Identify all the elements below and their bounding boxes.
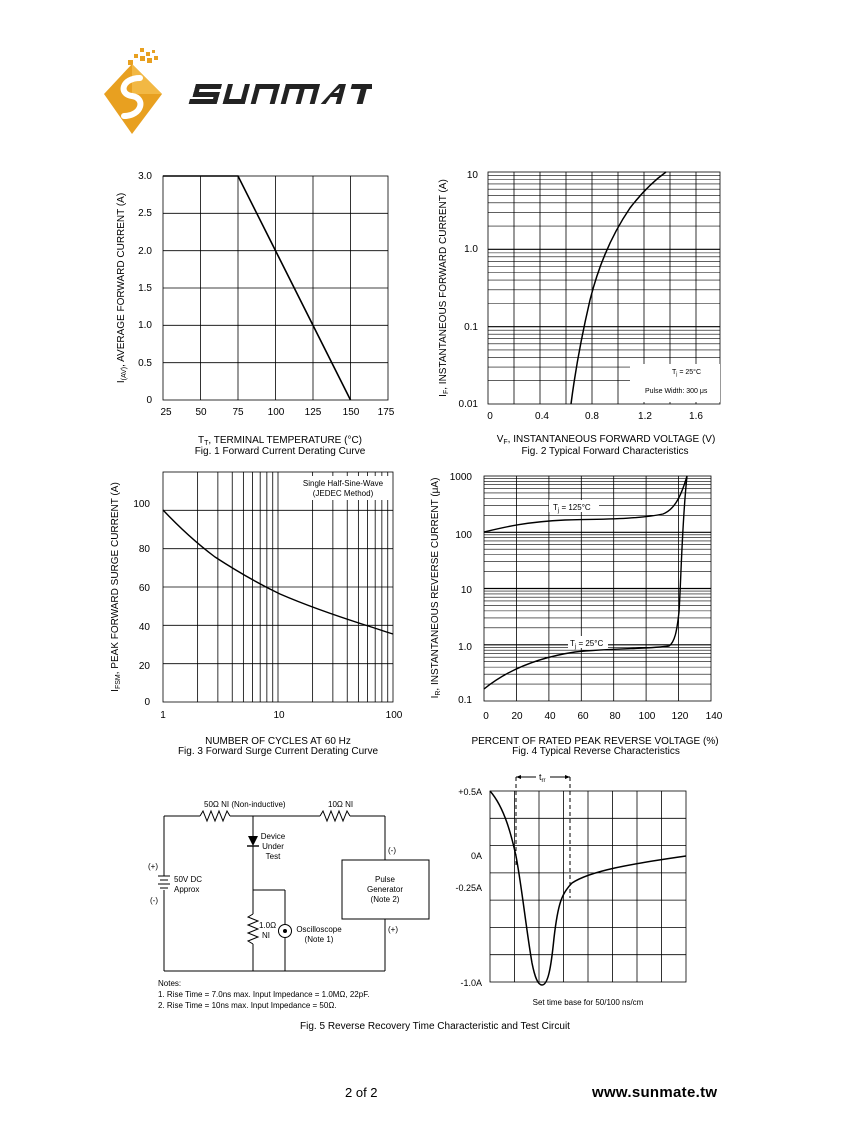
fig2-note-pulse: Pulse Width: 300 μs bbox=[645, 388, 708, 395]
r3-label: 1.0Ω bbox=[259, 921, 277, 930]
fig5-caption: Fig. 5 Reverse Recovery Time Characteristic and Test Circuit bbox=[300, 1021, 570, 1032]
fig2-ylabel: $I_F$, INSTANTANEOUS FORWARD CURRENT (A) bbox=[438, 179, 450, 397]
fig4-label-25c: $T_j = 25^\circ C$ bbox=[570, 639, 604, 650]
dut-label: Under bbox=[262, 842, 284, 851]
fig4-xtick: 0 bbox=[483, 711, 489, 722]
fig1-xtick: 75 bbox=[232, 407, 244, 418]
fig3-ytick: 100 bbox=[133, 499, 150, 510]
scope-label: Oscilloscope bbox=[296, 925, 342, 934]
fig1-xtick: 100 bbox=[267, 407, 285, 418]
fig1-ytick: 2.0 bbox=[138, 246, 152, 257]
fig1-ytick: 1.5 bbox=[138, 283, 152, 294]
fig1-xtick: 125 bbox=[304, 407, 322, 418]
fig4-ytick: 0.1 bbox=[458, 695, 472, 706]
notes-title: Notes: bbox=[158, 979, 182, 988]
fig2-ytick: 0.1 bbox=[464, 322, 478, 333]
src-label: 50V DC bbox=[174, 875, 203, 884]
src-label: Approx bbox=[174, 885, 200, 894]
fig4-xtick: 40 bbox=[544, 711, 556, 722]
fig3-chart bbox=[100, 462, 420, 762]
fig2-ytick: 0.01 bbox=[458, 399, 478, 410]
fig2-xtick: 1.6 bbox=[689, 411, 703, 422]
fig1-ytick: 0 bbox=[146, 395, 152, 406]
trr-label: $t_{rr}$ bbox=[539, 772, 546, 784]
wave-ytick: -1.0A bbox=[460, 978, 482, 988]
fig3-note-line2: (JEDEC Method) bbox=[312, 489, 374, 498]
r3-label: NI bbox=[262, 931, 270, 940]
fig2-note-temp: $T_j = 25^\circ C$ bbox=[672, 369, 702, 378]
fig2-xtick: 1.2 bbox=[638, 411, 652, 422]
fig4-xtick: 100 bbox=[638, 711, 656, 722]
r2-label: 10Ω NI bbox=[328, 800, 354, 809]
page-number: 2 of 2 bbox=[345, 1085, 378, 1100]
src-minus: (-) bbox=[150, 896, 158, 905]
fig4-caption: Fig. 4 Typical Reverse Characteristics bbox=[512, 746, 680, 757]
fig5-circuit bbox=[140, 790, 440, 1020]
fig1-ylabel: $I_{(AV)}$, AVERAGE FORWARD CURRENT (A) bbox=[116, 192, 128, 384]
fig4-xlabel: PERCENT OF RATED PEAK REVERSE VOLTAGE (%) bbox=[471, 736, 719, 747]
fig4-xtick: 80 bbox=[609, 711, 621, 722]
fig3-ytick: 0 bbox=[144, 697, 150, 708]
wave-note: Set time base for 50/100 ns/cm bbox=[532, 998, 644, 1007]
fig3-ytick: 20 bbox=[138, 661, 150, 672]
fig1-ytick: 3.0 bbox=[138, 171, 152, 182]
fig1-ytick: 2.5 bbox=[138, 208, 152, 219]
fig1-xtick: 25 bbox=[160, 407, 172, 418]
gen-label: Pulse bbox=[374, 875, 396, 884]
fig5-waveform bbox=[450, 768, 700, 1018]
fig1-chart bbox=[100, 160, 420, 460]
website-link[interactable]: www.sunmate.tw bbox=[592, 1084, 718, 1101]
fig1-xtick: 175 bbox=[377, 407, 395, 418]
brand-logo bbox=[102, 46, 372, 136]
fig4-ylabel: $I_R$, INSTANTANEOUS REVERSE CURRENT (μA) bbox=[430, 477, 442, 699]
fig4-label-125c: $T_j = 125^\circ C$ bbox=[553, 503, 591, 514]
gen-label: Generator bbox=[366, 885, 404, 894]
fig4-xtick: 120 bbox=[671, 711, 689, 722]
fig2-chart bbox=[430, 160, 750, 460]
fig1-caption: Fig. 1 Forward Current Derating Curve bbox=[194, 446, 366, 457]
fig3-note-line1: Single Half-Sine-Wave bbox=[302, 479, 384, 488]
gen-minus: (-) bbox=[388, 846, 396, 855]
fig2-ytick: 10 bbox=[466, 170, 478, 181]
fig3-caption: Fig. 3 Forward Surge Current Derating Curve bbox=[177, 746, 379, 757]
fig3-xtick: 100 bbox=[385, 710, 403, 721]
fig2-caption: Fig. 2 Typical Forward Characteristics bbox=[521, 446, 689, 457]
fig4-xtick: 20 bbox=[511, 711, 523, 722]
fig1-xtick: 50 bbox=[195, 407, 207, 418]
fig3-xlabel: NUMBER OF CYCLES AT 60 Hz bbox=[205, 736, 351, 747]
fig3-xtick: 10 bbox=[273, 710, 285, 721]
fig1-ytick: 1.0 bbox=[138, 320, 152, 331]
fig3-ylabel: $I_{FSM}$, PEAK FORWARD SURGE CURRENT (A) bbox=[110, 482, 122, 692]
fig2-xtick: 0.4 bbox=[535, 411, 549, 422]
fig2-xtick: 0.8 bbox=[585, 411, 599, 422]
wave-ytick: -0.25A bbox=[455, 883, 482, 893]
dut-label: Test bbox=[265, 852, 281, 861]
src-plus: (+) bbox=[148, 862, 158, 871]
fig3-ytick: 80 bbox=[138, 544, 150, 555]
fig1-ytick: 0.5 bbox=[138, 358, 152, 369]
dut-label: Device bbox=[260, 832, 286, 841]
fig4-ytick: 1000 bbox=[449, 472, 472, 483]
fig3-xtick: 1 bbox=[160, 710, 166, 721]
fig4-ytick: 10 bbox=[460, 585, 472, 596]
note-1: 1. Rise Time = 7.0ns max. Input Impedance = 1.0MΩ, 22pF. bbox=[158, 990, 370, 999]
wave-ytick: 0A bbox=[470, 851, 482, 861]
fig4-xtick: 60 bbox=[577, 711, 589, 722]
fig1-xlabel: $T_T$, TERMINAL TEMPERATURE (°C) bbox=[197, 435, 363, 447]
fig4-ytick: 1.0 bbox=[458, 642, 472, 653]
fig4-xtick: 140 bbox=[705, 711, 723, 722]
fig2-xlabel: $V_F$, INSTANTANEOUS FORWARD VOLTAGE (V) bbox=[496, 434, 716, 446]
note-2: 2. Rise Time = 10ns max. Input Impedance = 50Ω. bbox=[158, 1001, 337, 1010]
r1-label: 50Ω NI (Non-inductive) bbox=[204, 800, 286, 809]
fig4-ytick: 100 bbox=[455, 530, 472, 541]
fig2-ytick: 1.0 bbox=[464, 244, 478, 255]
fig1-xtick: 150 bbox=[342, 407, 360, 418]
fig3-ytick: 60 bbox=[138, 583, 150, 594]
fig4-chart bbox=[425, 462, 747, 762]
scope-label: (Note 1) bbox=[304, 935, 334, 944]
gen-plus: (+) bbox=[388, 925, 398, 934]
wave-ytick: +0.5A bbox=[458, 787, 482, 797]
fig3-ytick: 40 bbox=[138, 622, 150, 633]
gen-label: (Note 2) bbox=[370, 895, 400, 904]
fig2-xtick: 0 bbox=[487, 411, 493, 422]
